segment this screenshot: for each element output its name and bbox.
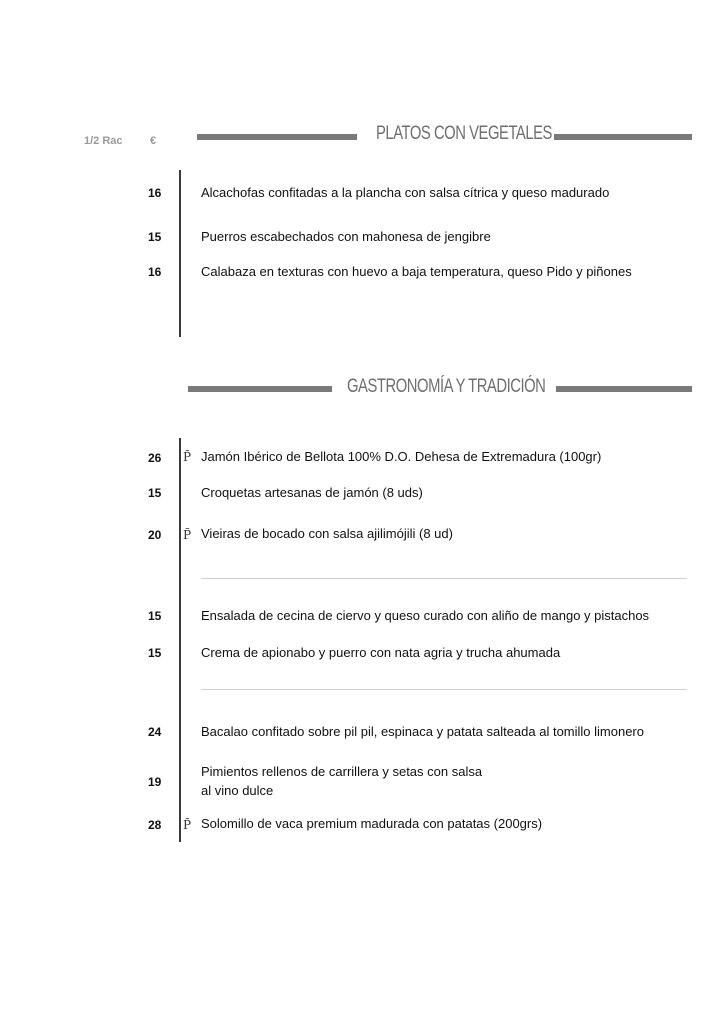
section-vertical-line <box>179 438 181 842</box>
menu-item-name: Alcachofas confitadas a la plancha con salsa cítrica y queso madurado <box>201 185 610 200</box>
group-divider <box>201 689 687 690</box>
section-title-vegetales: PLATOS CON VEGETALES <box>376 123 552 144</box>
menu-item-name: Croquetas artesanas de jamón (8 uds) <box>201 485 423 500</box>
menu-item-name: Calabaza en texturas con huevo a baja temperatura, queso Pido y piñones <box>201 264 632 279</box>
section-rule-left <box>197 134 357 140</box>
half-portion-header: 1/2 Rac <box>84 135 123 147</box>
price-header: € <box>150 135 157 147</box>
section-vertical-line <box>179 170 181 337</box>
section-title-gastronomia: GASTRONOMÍA Y TRADICIÓN <box>347 376 546 397</box>
menu-item-name: Crema de apionabo y puerro con nata agria y trucha ahumada <box>201 645 561 660</box>
pairing-marker-icon: P̃ <box>183 450 192 464</box>
item-price: 16 <box>148 265 162 279</box>
item-price: 16 <box>148 186 162 200</box>
item-price: 28 <box>148 818 162 832</box>
menu-item-name: Solomillo de vaca premium madurada con patatas (200grs) <box>201 816 543 831</box>
menu-item-name-line1: Pimientos rellenos de carrillera y setas con salsa <box>201 764 483 779</box>
section-rule-left <box>188 386 332 392</box>
item-price: 19 <box>148 775 162 789</box>
menu-item-name: Ensalada de cecina de ciervo y queso curado con aliño de mango y pistachos <box>201 608 650 623</box>
pairing-marker-icon: P̃ <box>183 818 192 832</box>
menu-item-name: Jamón Ibérico de Bellota 100% D.O. Dehesa de Extremadura (100gr) <box>201 449 602 464</box>
section-rule-right <box>554 134 692 140</box>
item-price: 15 <box>148 646 162 660</box>
item-price: 20 <box>148 528 162 542</box>
menu-item-name: Vieiras de bocado con salsa ajilimójili (8 ud) <box>201 526 453 541</box>
pairing-marker-icon: P̃ <box>183 528 192 542</box>
item-price: 24 <box>148 725 162 739</box>
item-price: 15 <box>148 486 162 500</box>
item-price: 15 <box>148 230 162 244</box>
section-rule-right <box>556 386 692 392</box>
menu-item-name: Bacalao confitado sobre pil pil, espinaca y patata salteada al tomillo limonero <box>201 724 644 739</box>
menu-item-name: Puerros escabechados con mahonesa de jengibre <box>201 229 491 244</box>
group-divider <box>201 578 687 579</box>
menu-item-name-line2: al vino dulce <box>201 783 274 798</box>
item-price: 15 <box>148 609 162 623</box>
item-price: 26 <box>148 451 162 465</box>
